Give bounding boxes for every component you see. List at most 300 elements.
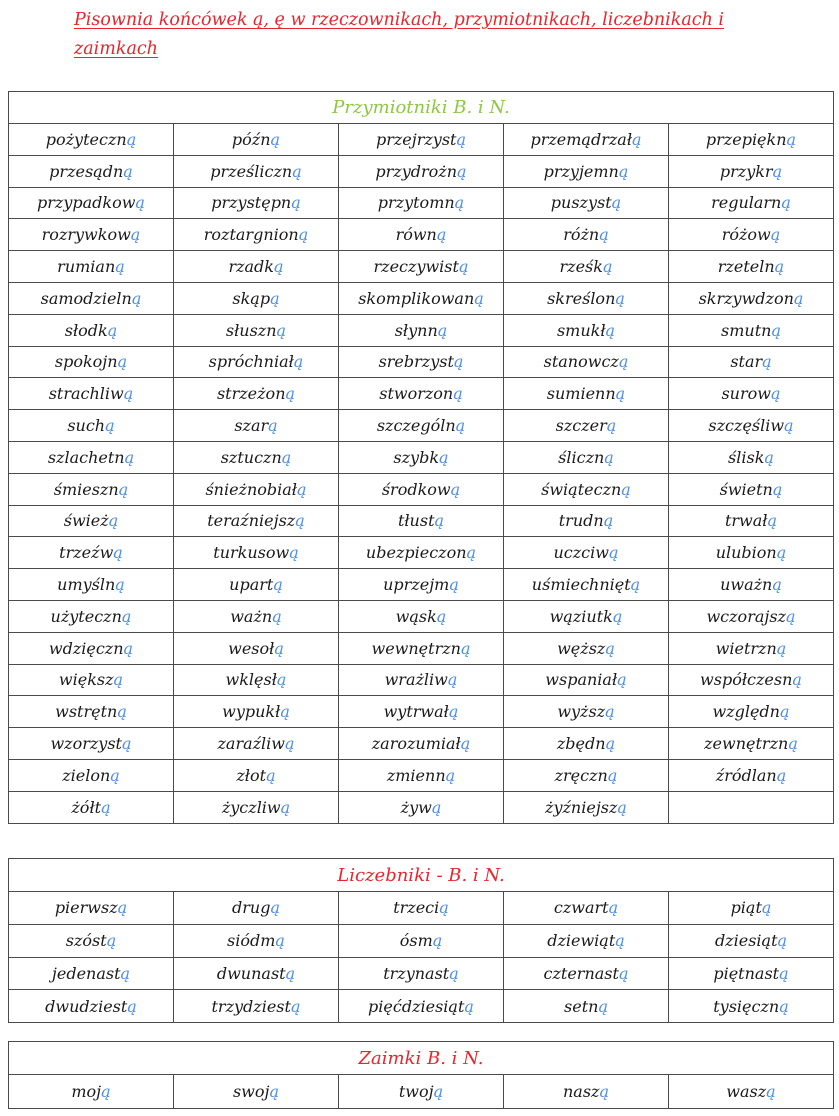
word-ending: ą [439, 898, 449, 918]
word-stem: strzeżon [216, 384, 286, 404]
word-cell [669, 791, 834, 823]
word-ending: ą [784, 416, 794, 436]
word-ending: ą [123, 161, 133, 181]
word-ending: ą [607, 765, 618, 785]
word-stem: czwart [553, 898, 609, 918]
word-ending: ą [777, 931, 788, 951]
word-stem: zaraźliw [217, 734, 285, 754]
word-stem: szczęśliw [708, 416, 785, 436]
word-cell [504, 187, 669, 219]
word-stem: szczególn [376, 416, 456, 436]
word-ending: ą [433, 1082, 444, 1101]
word-cell [504, 346, 669, 378]
word-ending: ą [448, 702, 459, 722]
word-cell [504, 664, 669, 696]
word-cell [669, 728, 834, 760]
word-ending: ą [460, 734, 471, 754]
word-stem: różn [563, 225, 600, 245]
word-stem: ulubion [715, 543, 777, 563]
word-stem: śmieszn [53, 479, 119, 499]
word-cell [669, 282, 834, 314]
word-ending: ą [274, 638, 284, 658]
word-ending: ą [606, 416, 617, 436]
word-cell [174, 410, 339, 442]
word-cell [669, 410, 834, 442]
word-stem: ślisk [728, 447, 765, 467]
word-cell [339, 346, 504, 378]
word-ending: ą [117, 702, 127, 722]
word-cell [669, 378, 834, 410]
word-cell [669, 1075, 834, 1109]
word-stem: świąteczn [541, 479, 622, 499]
word-ending: ą [453, 384, 463, 404]
word-ending: ą [776, 765, 787, 785]
word-ending: ą [608, 543, 619, 563]
word-cell [9, 505, 174, 537]
word-ending: ą [130, 225, 141, 245]
word-cell [669, 759, 834, 791]
word-stem: trzeci [393, 898, 440, 918]
word-stem: rumian [57, 257, 116, 277]
word-stem: życzliw [221, 797, 281, 817]
word-stem: wytrwał [383, 702, 449, 722]
word-cell [504, 124, 669, 156]
word-stem: wasz [726, 1082, 767, 1101]
section-title: Przymiotniki B. i N. [9, 92, 834, 124]
word-stem: wesoł [228, 638, 275, 658]
word-cell [339, 537, 504, 569]
word-stem: surow [721, 384, 771, 404]
page-title: Pisownia końcówek ą, ę w rzeczownikach, przymiotnikach, liczebnikach i zaimkach [74, 10, 725, 59]
numerals-table [8, 858, 834, 1023]
word-ending: ą [772, 575, 782, 595]
word-cell [174, 346, 339, 378]
word-stem: żyw [400, 797, 432, 817]
word-ending: ą [618, 963, 629, 983]
word-stem: wewnętrzn [371, 638, 461, 658]
word-stem: przesądn [49, 161, 124, 181]
word-stem: uśmiechnięt [531, 575, 631, 595]
word-stem: równ [395, 225, 437, 245]
word-stem: słodk [64, 320, 108, 340]
word-stem: śwież [63, 511, 109, 531]
word-cell [339, 378, 504, 410]
word-cell [504, 632, 669, 664]
word-stem: przykr [719, 161, 773, 181]
word-ending: ą [615, 288, 625, 308]
word-stem: wzorzyst [50, 734, 122, 754]
word-ending: ą [285, 963, 296, 983]
table-row [9, 1075, 834, 1109]
word-ending: ą [101, 1082, 111, 1101]
word-ending: ą [608, 898, 619, 918]
word-cell [9, 990, 174, 1023]
word-ending: ą [431, 797, 442, 817]
word-stem: roztargnion [203, 225, 299, 245]
word-cell [669, 600, 834, 632]
word-cell [504, 251, 669, 283]
table-row [9, 155, 834, 187]
word-cell [339, 441, 504, 473]
word-ending: ą [771, 320, 781, 340]
word-cell [669, 155, 834, 187]
word-stem: nasz [562, 1082, 600, 1101]
word-cell [339, 728, 504, 760]
word-ending: ą [127, 996, 137, 1016]
word-ending: ą [779, 702, 790, 722]
word-ending: ą [793, 288, 804, 308]
word-cell [9, 957, 174, 990]
word-stem: dziesiąt [714, 931, 778, 951]
word-ending: ą [291, 193, 301, 213]
table-row [9, 378, 834, 410]
word-ending: ą [598, 996, 608, 1016]
table-row [9, 314, 834, 346]
word-cell [9, 155, 174, 187]
word-cell [174, 441, 339, 473]
word-ending: ą [599, 1082, 610, 1101]
word-cell [174, 282, 339, 314]
word-ending: ą [770, 225, 781, 245]
word-cell [504, 314, 669, 346]
word-cell [9, 632, 174, 664]
word-cell [9, 473, 174, 505]
word-cell [339, 990, 504, 1023]
word-ending: ą [276, 320, 287, 340]
word-stem: sztuczn [220, 447, 282, 467]
word-stem: szlachetn [47, 447, 125, 467]
word-cell [504, 282, 669, 314]
word-cell [174, 924, 339, 957]
word-stem: prześliczn [210, 161, 293, 181]
word-stem: szczer [555, 416, 607, 436]
word-ending: ą [630, 575, 641, 595]
word-ending: ą [770, 384, 781, 404]
word-cell [669, 505, 834, 537]
word-stem: drug [232, 898, 271, 918]
table-row [9, 410, 834, 442]
word-ending: ą [781, 193, 791, 213]
word-ending: ą [110, 765, 120, 785]
word-cell [174, 990, 339, 1023]
word-stem: skomplikowan [358, 288, 475, 308]
word-stem: przejrzyst [375, 129, 457, 149]
word-cell [174, 957, 339, 990]
word-ending: ą [603, 511, 614, 531]
word-ending: ą [113, 670, 124, 690]
table-row [9, 473, 834, 505]
word-stem: ważn [230, 606, 273, 626]
table-row [9, 728, 834, 760]
word-stem: przemądrzał [530, 129, 632, 149]
word-ending: ą [298, 225, 309, 245]
table-row [9, 892, 834, 925]
word-stem: ubezpieczon [365, 543, 467, 563]
word-ending: ą [280, 797, 291, 817]
word-ending: ą [618, 161, 629, 181]
word-cell [174, 728, 339, 760]
table-row [9, 759, 834, 791]
table-row [9, 537, 834, 569]
table-row [9, 696, 834, 728]
word-stem: trudn [558, 511, 604, 531]
word-cell [174, 600, 339, 632]
word-ending: ą [767, 511, 778, 531]
word-stem: pożyteczn [45, 129, 127, 149]
word-ending: ą [458, 257, 469, 277]
word-ending: ą [290, 996, 301, 1016]
word-stem: świetn [719, 479, 773, 499]
word-cell [504, 441, 669, 473]
word-stem: śliczn [558, 447, 605, 467]
table-row [9, 346, 834, 378]
word-cell [339, 892, 504, 925]
word-cell [9, 251, 174, 283]
word-cell [669, 251, 834, 283]
word-cell [669, 924, 834, 957]
word-ending: ą [270, 129, 281, 149]
word-cell [174, 696, 339, 728]
word-ending: ą [124, 447, 135, 467]
word-stem: węższ [557, 638, 606, 658]
table-row [9, 441, 834, 473]
word-cell [339, 473, 504, 505]
word-stem: czternast [543, 963, 619, 983]
word-ending: ą [460, 638, 471, 658]
word-ending: ą [617, 670, 627, 690]
word-cell [174, 314, 339, 346]
word-cell [9, 600, 174, 632]
word-cell [339, 791, 504, 823]
word-stem: rzeczywist [373, 257, 459, 277]
word-ending: ą [113, 543, 123, 563]
word-ending: ą [764, 447, 774, 467]
word-stem: współczesn [700, 670, 793, 690]
word-cell [9, 1075, 174, 1109]
word-cell [504, 924, 669, 957]
word-cell [174, 473, 339, 505]
word-stem: jedenast [51, 963, 121, 983]
word-cell [9, 124, 174, 156]
word-stem: trzeźw [59, 543, 114, 563]
word-stem: spokojn [54, 352, 118, 372]
word-ending: ą [270, 898, 280, 918]
word-cell [504, 791, 669, 823]
word-stem: użyteczn [50, 606, 122, 626]
word-ending: ą [605, 734, 616, 754]
word-stem: wczorajsz [706, 606, 786, 626]
word-ending: ą [293, 352, 304, 372]
word-stem: przydrożn [375, 161, 458, 181]
word-ending: ą [135, 193, 145, 213]
word-stem: strachliw [48, 384, 124, 404]
word-cell [504, 759, 669, 791]
word-stem: piętnast [713, 963, 780, 983]
word-ending: ą [605, 320, 616, 340]
word-stem: zmienn [386, 765, 446, 785]
word-stem: samodzieln [40, 288, 132, 308]
word-stem: szar [234, 416, 269, 436]
word-ending: ą [117, 352, 128, 372]
table-row [9, 990, 834, 1023]
word-stem: złot [236, 765, 267, 785]
word-stem: pięćdziesiąt [368, 996, 465, 1016]
word-ending: ą [447, 670, 458, 690]
table-row [9, 957, 834, 990]
word-stem: regularn [711, 193, 782, 213]
word-ending: ą [605, 702, 615, 722]
word-stem: żyźniejsz [545, 797, 618, 817]
word-cell [339, 251, 504, 283]
word-ending: ą [432, 931, 443, 951]
word-cell [504, 155, 669, 187]
word-ending: ą [285, 384, 296, 404]
word-cell [339, 957, 504, 990]
word-stem: przytomn [377, 193, 455, 213]
word-stem: żółt [71, 797, 102, 817]
word-cell [174, 664, 339, 696]
word-cell [339, 314, 504, 346]
word-stem: setn [564, 996, 599, 1016]
word-cell [174, 505, 339, 537]
word-cell [9, 314, 174, 346]
word-cell [9, 282, 174, 314]
word-ending: ą [605, 638, 615, 658]
word-ending: ą [454, 193, 465, 213]
word-ending: ą [632, 129, 642, 149]
word-stem: puszyst [550, 193, 612, 213]
word-cell [669, 892, 834, 925]
word-ending: ą [618, 352, 629, 372]
word-stem: trzynast [383, 963, 450, 983]
word-cell [504, 505, 669, 537]
word-stem: piąt [730, 898, 762, 918]
word-ending: ą [270, 288, 280, 308]
word-stem: zbędn [556, 734, 606, 754]
word-stem: wypukł [222, 702, 281, 722]
section-title: Zaimki B. i N. [9, 1042, 834, 1075]
word-ending: ą [617, 797, 627, 817]
table-row [9, 600, 834, 632]
table-row [9, 187, 834, 219]
word-cell [669, 569, 834, 601]
word-stem: umyśln [57, 575, 116, 595]
word-ending: ą [449, 575, 459, 595]
word-ending: ą [786, 129, 797, 149]
word-stem: wąziutk [549, 606, 613, 626]
table-row [9, 251, 834, 283]
word-ending: ą [612, 606, 623, 626]
word-ending: ą [779, 996, 789, 1016]
word-stem: dziewiąt [547, 931, 616, 951]
word-stem: względn [712, 702, 780, 722]
word-cell [174, 187, 339, 219]
word-cell [669, 187, 834, 219]
word-cell [174, 759, 339, 791]
word-ending: ą [772, 161, 783, 181]
word-cell [504, 537, 669, 569]
word-ending: ą [117, 898, 128, 918]
word-cell [9, 791, 174, 823]
word-cell [339, 187, 504, 219]
word-stem: rozrywkow [41, 225, 131, 245]
word-stem: słuszn [225, 320, 277, 340]
word-stem: spróchniał [208, 352, 294, 372]
word-ending: ą [105, 416, 115, 436]
word-stem: sumienn [546, 384, 616, 404]
table-row [9, 219, 834, 251]
word-cell [339, 759, 504, 791]
word-stem: skrzywdzon [698, 288, 794, 308]
word-stem: wyższ [557, 702, 606, 722]
word-ending: ą [599, 225, 609, 245]
word-cell [339, 924, 504, 957]
word-stem: wrażliw [384, 670, 448, 690]
word-cell [339, 569, 504, 601]
word-stem: such [67, 416, 106, 436]
table-row [9, 124, 834, 156]
word-cell [9, 537, 174, 569]
word-cell [174, 378, 339, 410]
word-stem: wdzięczn [48, 638, 124, 658]
word-cell [9, 759, 174, 791]
word-ending: ą [126, 129, 137, 149]
word-cell [669, 219, 834, 251]
word-cell [174, 537, 339, 569]
word-stem: smukł [556, 320, 606, 340]
word-ending: ą [621, 479, 631, 499]
word-stem: wietrzn [715, 638, 777, 658]
word-stem: przypadkow [37, 193, 136, 213]
word-ending: ą [295, 511, 305, 531]
word-cell [174, 251, 339, 283]
word-ending: ą [604, 447, 614, 467]
word-cell [669, 990, 834, 1023]
word-cell [504, 569, 669, 601]
word-cell [669, 314, 834, 346]
word-ending: ą [268, 416, 278, 436]
word-ending: ą [289, 543, 299, 563]
table-row [9, 505, 834, 537]
word-ending: ą [776, 543, 787, 563]
word-ending: ą [449, 963, 459, 983]
word-stem: uprzejm [383, 575, 450, 595]
word-stem: zewnętrzn [704, 734, 789, 754]
word-stem: skreślon [547, 288, 616, 308]
table-row [9, 632, 834, 664]
pronouns-table [8, 1041, 834, 1109]
word-stem: wąsk [395, 606, 437, 626]
word-cell [339, 1075, 504, 1109]
word-stem: słynn [394, 320, 438, 340]
word-ending: ą [615, 931, 625, 951]
word-stem: smutn [721, 320, 772, 340]
word-cell [9, 441, 174, 473]
word-ending: ą [450, 479, 461, 499]
word-cell [9, 924, 174, 957]
word-stem: star [730, 352, 763, 372]
word-ending: ą [123, 638, 134, 658]
word-ending: ą [123, 384, 134, 404]
word-ending: ą [276, 670, 287, 690]
word-cell [339, 600, 504, 632]
word-ending: ą [445, 765, 456, 785]
word-cell [9, 346, 174, 378]
word-ending: ą [297, 479, 307, 499]
word-cell [339, 664, 504, 696]
word-cell [174, 155, 339, 187]
word-cell [504, 696, 669, 728]
